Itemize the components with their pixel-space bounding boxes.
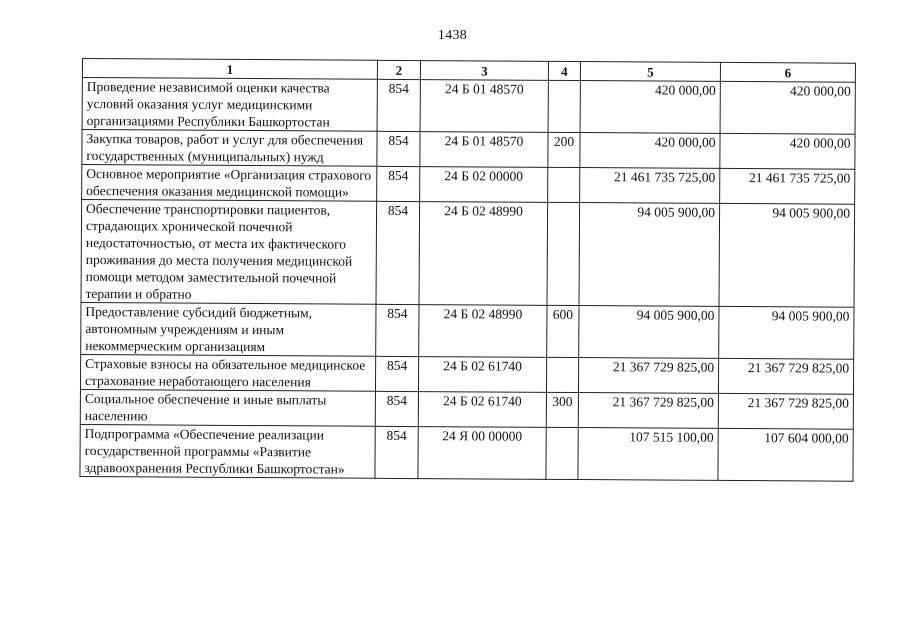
row-name: Предоставление субсидий бюджетным, автономным учреждениям и иным некоммерческим организациям	[81, 302, 376, 356]
row-col-6: 21 461 735 725,00	[720, 168, 855, 204]
row-col-3: 24 Б 01 48570	[420, 132, 548, 168]
row-col-2: 854	[376, 304, 419, 356]
row-col-5: 21 367 729 825,00	[578, 393, 718, 429]
row-name: Основное мероприятие «Организация страхового обеспечения оказания медицинской помощи»	[82, 165, 377, 202]
row-col-3: 24 Б 02 48990	[419, 202, 548, 306]
row-col-2: 854	[375, 356, 418, 391]
row-col-2: 854	[375, 426, 418, 478]
row-col-2: 854	[377, 79, 420, 131]
row-col-3: 24 Я 00 00000	[418, 427, 546, 480]
row-name: Обеспечение транспортировки пациентов, страдающих хронической почечной недостаточностью, от места их фактического проживания до места получения медицинской помощи методом заместительной почечной терапии и обратно	[81, 200, 377, 305]
table-row	[82, 165, 855, 205]
header-col-5: 5	[580, 62, 720, 82]
row-col-5: 94 005 900,00	[579, 306, 719, 359]
table-row	[80, 424, 853, 481]
table-row	[80, 389, 853, 429]
row-col-3: 24 Б 02 61740	[418, 392, 546, 428]
row-col-5: 420 000,00	[580, 81, 720, 134]
row-col-3: 24 Б 02 61740	[418, 357, 546, 393]
row-name: Закупка товаров, работ и услуг для обеспечения государственных (муниципальных) нужд	[82, 130, 377, 167]
page-number: 1438	[437, 28, 468, 43]
row-col-6: 94 005 900,00	[719, 203, 855, 307]
row-col-5: 420 000,00	[580, 133, 720, 169]
table-row	[81, 200, 855, 308]
row-name: Проведение независимой оценки качества условий оказания услуг медицинскими организациями Республики Башкортостан	[82, 78, 377, 132]
row-col-2: 854	[377, 166, 420, 201]
row-col-4: 600	[547, 305, 579, 357]
header-col-3: 3	[420, 61, 548, 81]
row-col-6: 420 000,00	[720, 133, 855, 169]
table-row	[81, 302, 854, 359]
table-row	[80, 354, 853, 394]
row-col-4	[548, 80, 580, 132]
table-row	[82, 78, 855, 135]
row-col-6: 94 005 900,00	[719, 306, 854, 359]
row-name: Подпрограмма «Обеспечение реализации государственной программы «Развитие здравоохранения Республики Башкортостан»	[80, 424, 375, 478]
row-col-6: 420 000,00	[720, 81, 855, 134]
row-col-4	[548, 167, 580, 202]
row-col-2: 854	[375, 391, 418, 426]
row-name: Социальное обеспечение и иные выплаты населению	[80, 389, 375, 426]
row-col-4	[547, 202, 580, 305]
row-col-3: 24 Б 01 48570	[420, 80, 548, 133]
row-col-4	[546, 427, 578, 479]
row-col-2: 854	[376, 201, 420, 304]
row-col-6: 21 367 729 825,00	[718, 393, 853, 429]
header-col-1: 1	[82, 59, 377, 80]
header-col-2: 2	[377, 60, 420, 79]
row-name: Страховые взносы на обязательное медицинское страхование неработающего населения	[80, 354, 375, 391]
row-col-6: 107 604 000,00	[718, 428, 853, 481]
row-col-5: 21 461 735 725,00	[580, 168, 720, 204]
row-col-4: 300	[546, 392, 578, 427]
row-col-5: 107 515 100,00	[578, 428, 718, 481]
header-col-6: 6	[720, 62, 855, 82]
row-col-6: 21 367 729 825,00	[718, 358, 853, 394]
header-col-4: 4	[548, 61, 580, 80]
row-col-3: 24 Б 02 48990	[419, 305, 547, 358]
row-col-5: 94 005 900,00	[579, 203, 720, 307]
row-col-4: 200	[548, 132, 580, 167]
row-col-5: 21 367 729 825,00	[578, 358, 718, 394]
row-col-4	[546, 357, 578, 392]
table-row	[82, 130, 855, 170]
row-col-2: 854	[377, 131, 420, 166]
budget-table	[79, 58, 856, 482]
row-col-3: 24 Б 02 00000	[420, 167, 548, 203]
